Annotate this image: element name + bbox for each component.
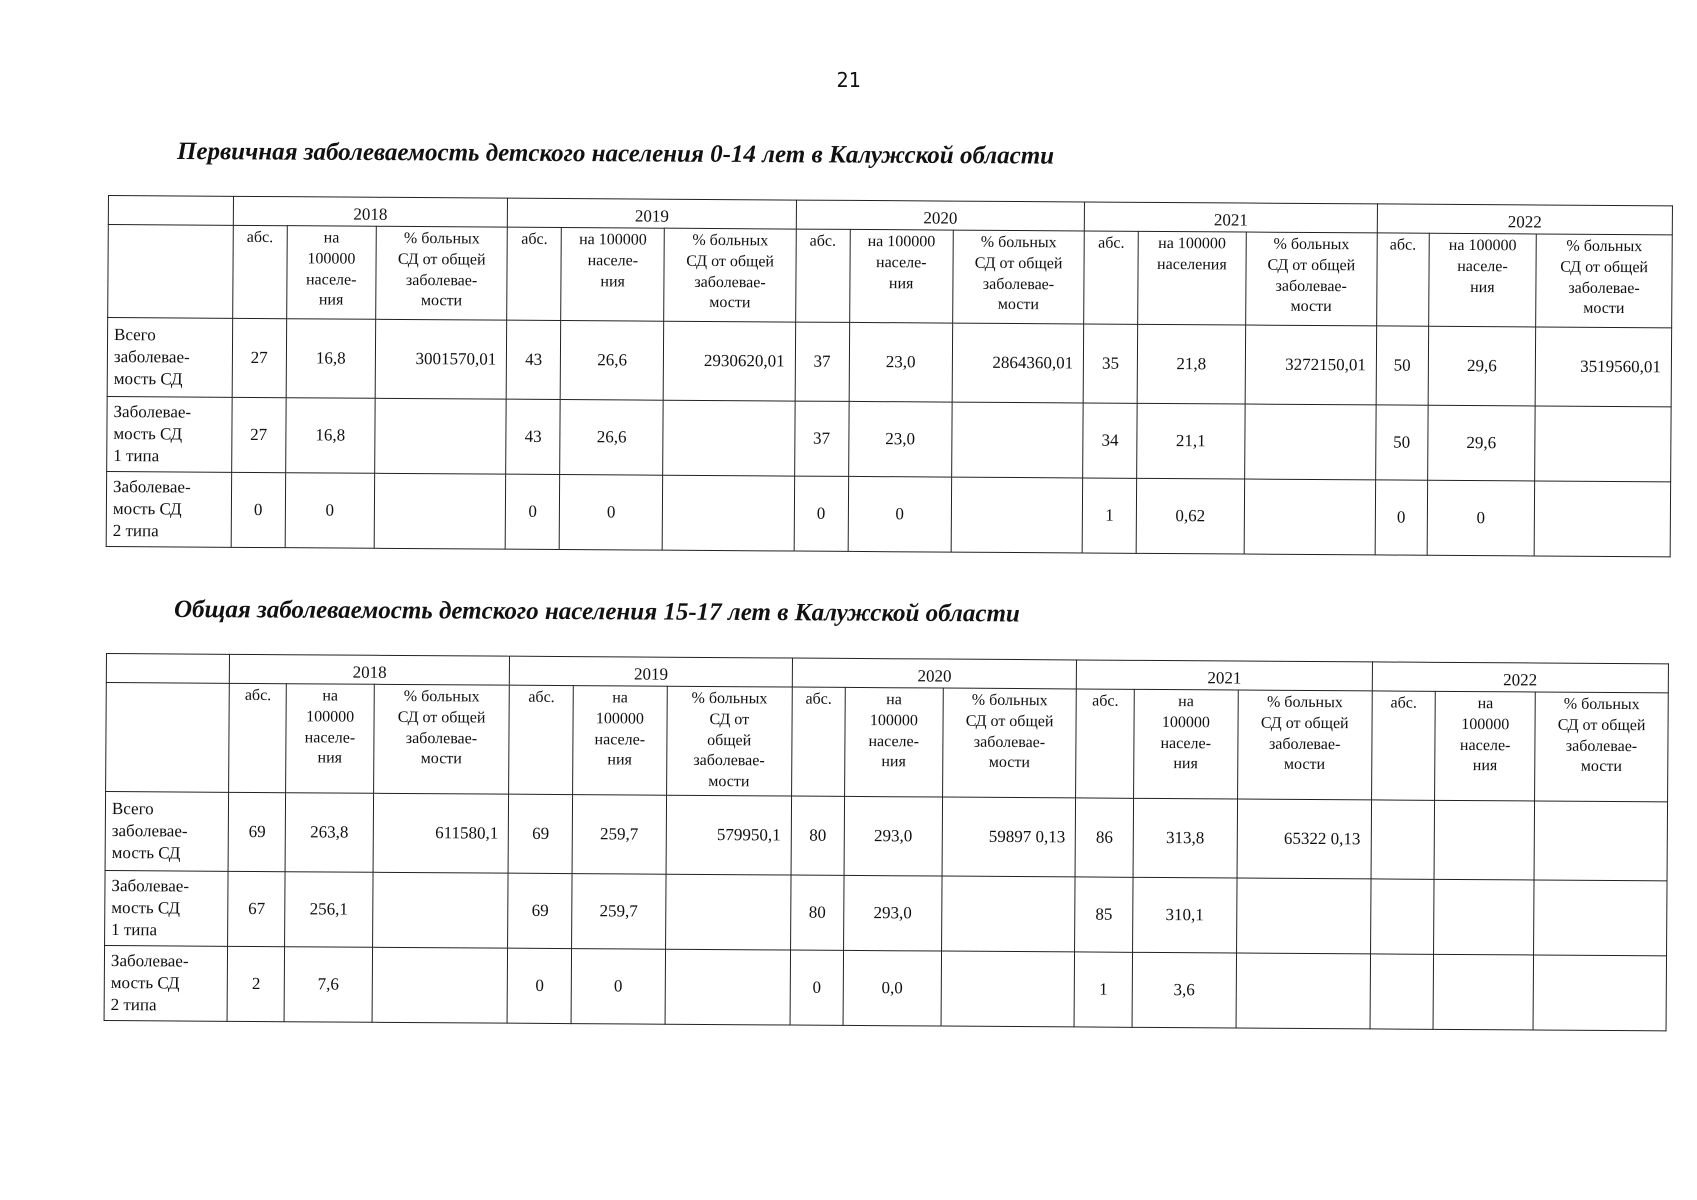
col-header-abs: абс. xyxy=(229,683,287,792)
table-cell xyxy=(372,947,508,1023)
year-header: 2020 xyxy=(792,658,1077,689)
col-header-per-100000: на 100000 населе- ния xyxy=(286,226,376,320)
table-cell: 1 xyxy=(1082,478,1136,553)
table-cell: 85 xyxy=(1075,877,1133,952)
table-cell: 23,0 xyxy=(848,401,952,477)
table-cell: 50 xyxy=(1376,405,1428,480)
page-number: 21 xyxy=(836,68,861,92)
table-cell xyxy=(1534,880,1667,956)
table-cell xyxy=(374,473,506,549)
col-header-percent: % больных СД от общей заболевае- мости xyxy=(953,230,1085,324)
year-header: 2021 xyxy=(1085,202,1378,233)
col-header-per-100000: на 100000 населе- ния xyxy=(1435,691,1536,801)
table-cell: 0 xyxy=(1427,480,1535,556)
table-cell: 37 xyxy=(795,322,849,401)
col-header-per-100000: на 100000 населе- ния xyxy=(845,687,943,797)
table-cell xyxy=(375,398,507,474)
table-cell xyxy=(1236,878,1370,954)
col-header-percent: % больных СД от общей заболевае- мости xyxy=(373,684,510,794)
table-cell: 0 xyxy=(790,950,844,1025)
table-row xyxy=(105,870,1667,955)
table-cell xyxy=(1534,801,1667,881)
table-cell xyxy=(1434,800,1534,880)
col-header-abs: абс. xyxy=(233,225,287,318)
table-cell xyxy=(1371,800,1435,879)
table-cell: 259,7 xyxy=(572,874,666,950)
table-cell: 611580,1 xyxy=(373,793,509,873)
col-header-abs: абс. xyxy=(507,227,561,320)
table-cell xyxy=(663,475,795,551)
table-cell: 256,1 xyxy=(285,872,373,948)
table-cell: 23,0 xyxy=(849,322,953,402)
col-header-percent: % больных СД от общей заболевае- мости xyxy=(1245,232,1377,326)
table-title-total-15-17: Общая заболеваемость детского населения 15-17 лет в Калужской области xyxy=(173,596,1020,628)
col-header-abs: абс. xyxy=(1371,691,1435,800)
table-cell: 0 xyxy=(571,949,665,1025)
table-cell: 34 xyxy=(1083,403,1137,478)
subheader-row xyxy=(106,683,1669,802)
table-cell xyxy=(665,949,791,1025)
table-cell: 2864360,01 xyxy=(952,323,1084,403)
table-cell: 0 xyxy=(848,476,952,552)
table-cell: 3001570,01 xyxy=(375,319,507,399)
table-primary-incidence-0-14 xyxy=(106,195,1673,557)
table-cell: 0,62 xyxy=(1136,478,1244,554)
table-cell: 3519560,01 xyxy=(1535,327,1671,407)
col-header-percent: % больных СД от общей заболевае- мости xyxy=(1237,690,1372,800)
row-label: Заболевае- мость СД 1 типа xyxy=(105,870,229,946)
table-cell xyxy=(1370,879,1434,954)
table-row xyxy=(107,396,1671,481)
table-cell: 35 xyxy=(1083,324,1137,403)
table-cell xyxy=(951,477,1083,553)
table-cell xyxy=(1244,479,1376,555)
table-cell: 579950,1 xyxy=(666,795,792,875)
table-cell xyxy=(665,874,791,950)
table-cell: 0 xyxy=(505,474,559,549)
table-cell: 3272150,01 xyxy=(1245,325,1377,405)
table-cell: 21,8 xyxy=(1137,324,1245,404)
table-cell: 69 xyxy=(508,873,572,948)
corner-cell xyxy=(106,654,229,684)
table-cell: 80 xyxy=(790,875,844,950)
row-label: Всего заболевае- мость СД xyxy=(107,318,232,398)
year-header: 2019 xyxy=(508,198,797,229)
row-label: Заболевае- мость СД 2 типа xyxy=(104,945,228,1021)
col-header-percent: % больных СД от общей заболевае- мости xyxy=(1535,692,1669,802)
col-header-percent: % больных СД от общей заболевае- мости xyxy=(664,228,796,322)
table-cell: 0,0 xyxy=(843,950,941,1026)
table-cell: 0 xyxy=(508,948,572,1023)
subheader-row xyxy=(108,225,1673,328)
table-cell xyxy=(1535,406,1671,482)
table-cell: 50 xyxy=(1376,326,1428,405)
table-cell: 69 xyxy=(228,792,286,871)
col-header-abs: абс. xyxy=(795,229,849,322)
table-cell xyxy=(663,400,795,476)
col-header-percent: % больных СД от общей заболевае- мости xyxy=(1536,234,1672,328)
table-cell: 80 xyxy=(791,796,845,875)
corner-cell xyxy=(106,683,230,793)
table-cell: 313,8 xyxy=(1133,798,1238,878)
table-cell: 16,8 xyxy=(286,319,376,399)
table-cell: 0 xyxy=(559,475,663,551)
year-header: 2020 xyxy=(796,200,1085,231)
col-header-abs: абс. xyxy=(1076,689,1134,798)
table-cell: 263,8 xyxy=(286,793,374,873)
table-cell: 37 xyxy=(794,401,848,476)
table-cell: 0 xyxy=(231,472,285,547)
table-cell xyxy=(1370,954,1434,1029)
table-cell: 69 xyxy=(509,794,573,873)
table-cell: 26,6 xyxy=(560,400,664,476)
table-cell xyxy=(941,876,1075,952)
table-cell: 21,1 xyxy=(1137,403,1245,479)
corner-cell xyxy=(108,196,233,226)
table-cell: 7,6 xyxy=(285,947,373,1023)
table-cell: 1 xyxy=(1075,952,1133,1027)
table-cell: 29,6 xyxy=(1428,326,1536,406)
row-label: Всего заболевае- мость СД xyxy=(105,791,229,871)
year-header: 2018 xyxy=(233,196,508,227)
table-row xyxy=(104,945,1666,1030)
corner-cell xyxy=(108,225,233,319)
table-cell xyxy=(1434,879,1534,955)
table-cell: 27 xyxy=(232,318,286,397)
col-header-percent: % больных СД от общей заболевае- мости xyxy=(942,688,1077,798)
col-header-percent: % больных СД от общей заболевае- мости xyxy=(666,686,792,796)
table-cell xyxy=(1533,955,1666,1031)
table-cell: 0 xyxy=(794,476,848,551)
year-header: 2019 xyxy=(510,656,793,687)
table-cell: 310,1 xyxy=(1132,877,1237,953)
table-row xyxy=(106,471,1670,556)
table-row xyxy=(105,791,1667,880)
table-cell: 86 xyxy=(1076,798,1134,877)
year-header: 2022 xyxy=(1377,204,1672,235)
table-cell: 43 xyxy=(506,399,560,474)
table-cell xyxy=(1534,481,1670,557)
col-header-abs: абс. xyxy=(1377,233,1429,326)
table-cell xyxy=(1433,954,1533,1030)
table-cell xyxy=(941,951,1075,1027)
col-header-abs: абс. xyxy=(509,685,573,794)
table-cell: 293,0 xyxy=(844,796,942,876)
col-header-percent: % больных СД от общей заболевае- мости xyxy=(376,226,508,320)
table-cell: 2 xyxy=(227,946,285,1021)
col-header-per-100000: на 100000 населе- ния xyxy=(849,229,953,323)
table-total-incidence-15-17 xyxy=(104,653,1669,1031)
col-header-per-100000: на 100000 населения xyxy=(1138,231,1246,325)
table-cell: 293,0 xyxy=(844,875,942,951)
col-header-abs: абс. xyxy=(791,687,845,796)
table-cell xyxy=(1244,404,1376,480)
col-header-per-100000: на 100000 населе- ния xyxy=(561,228,665,322)
col-header-per-100000: на 100000 населе- ния xyxy=(1133,689,1238,799)
table-cell: 0 xyxy=(285,473,375,549)
year-header: 2021 xyxy=(1077,660,1372,691)
table-cell: 27 xyxy=(232,397,286,472)
table-cell: 67 xyxy=(228,871,286,946)
col-header-per-100000: на 100000 населе- ния xyxy=(573,686,667,796)
table-cell: 29,6 xyxy=(1427,405,1535,481)
table-cell xyxy=(1236,953,1370,1029)
col-header-abs: абс. xyxy=(1084,231,1138,324)
table-title-primary-0-14: Первичная заболеваемость детского населения 0-14 лет в Калужской области xyxy=(176,138,1055,170)
row-label: Заболевае- мость СД 1 типа xyxy=(107,396,232,472)
table-cell: 43 xyxy=(506,320,560,399)
table-cell xyxy=(952,402,1084,478)
row-label: Заболевае- мость СД 2 типа xyxy=(106,471,231,547)
table-cell: 0 xyxy=(1375,480,1427,555)
table-cell: 2930620,01 xyxy=(664,321,796,401)
table-cell: 59897 0,13 xyxy=(942,797,1076,877)
col-header-per-100000: на 100000 населе- ния xyxy=(286,684,374,794)
table-cell: 16,8 xyxy=(285,398,375,474)
table-row xyxy=(107,318,1671,407)
table-cell: 26,6 xyxy=(560,321,664,401)
year-header: 2018 xyxy=(229,654,509,685)
table-cell: 259,7 xyxy=(572,795,666,875)
table-cell: 65322 0,13 xyxy=(1237,799,1371,879)
table-cell xyxy=(372,872,508,948)
table-cell: 3,6 xyxy=(1132,952,1237,1028)
year-header: 2022 xyxy=(1372,662,1669,693)
col-header-per-100000: на 100000 населе- ния xyxy=(1428,233,1536,327)
